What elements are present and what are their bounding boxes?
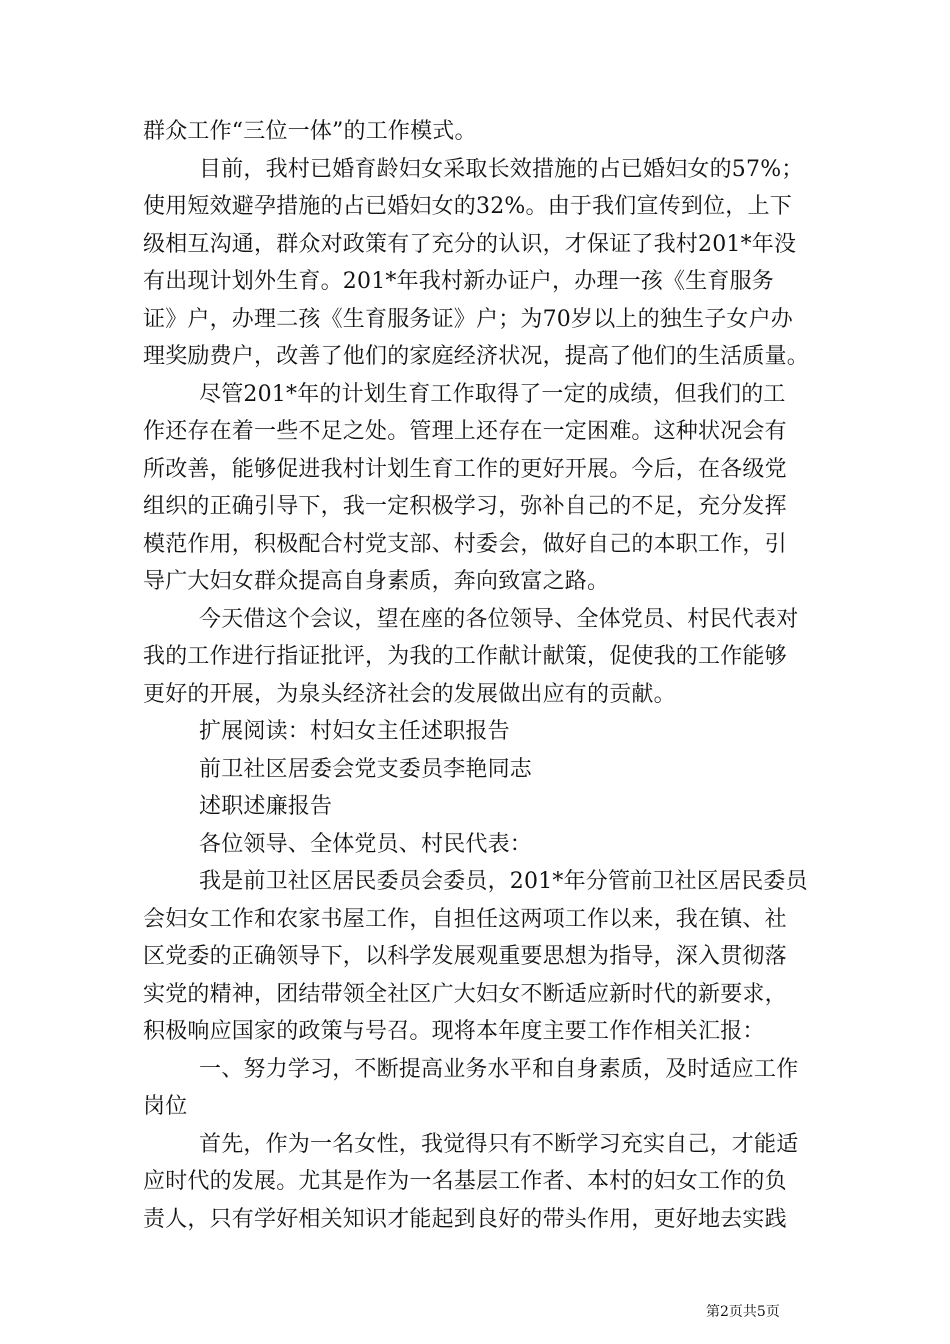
page-number: 第2页共5页 — [706, 1304, 780, 1320]
text-line: 作还存在着一些不足之处。管理上还存在一定困难。这种状况会有 — [143, 419, 787, 444]
document-body — [143, 113, 810, 1238]
text-line: 扩展阅读：村妇女主任述职报告 — [199, 719, 510, 744]
text-line: 积极响应国家的政策与号召。现将本年度主要工作作相关汇报： — [143, 1019, 765, 1044]
text-line: 理奖励费户，改善了他们的家庭经济状况，提高了他们的生活质量。 — [143, 344, 810, 369]
text-line: 所改善，能够促进我村计划生育工作的更好开展。今后，在各级党 — [143, 456, 787, 482]
text-line: 责人，只有学好相关知识才能起到良好的带头作用，更好地去实践 — [143, 1206, 787, 1232]
text-line: 我是前卫社区居民委员会委员，201*年分管前卫社区居民委员 — [199, 869, 808, 894]
text-line: 实党的精神，团结带领全社区广大妇女不断适应新时代的新要求， — [143, 981, 787, 1007]
text-line: 区党委的正确领导下，以科学发展观重要思想为指导，深入贯彻落 — [143, 944, 787, 969]
text-line: 一、努力学习，不断提高业务水平和自身素质，及时适应工作 — [199, 1056, 799, 1082]
text-line: 级相互沟通，群众对政策有了充分的认识，才保证了我村201*年没 — [143, 231, 797, 257]
text-line: 目前，我村已婚育龄妇女采取长效措施的占已婚妇女的57%； — [199, 156, 804, 182]
text-line: 群众工作“三位一体”的工作模式。 — [143, 119, 477, 144]
text-line: 首先，作为一名女性，我觉得只有不断学习充实自己，才能适 — [199, 1131, 799, 1157]
text-line: 更好的开展，为泉头经济社会的发展做出应有的贡献。 — [143, 681, 676, 707]
text-line: 会妇女工作和农家书屋工作，自担任这两项工作以来，我在镇、社 — [143, 906, 787, 932]
text-line: 模范作用，积极配合村党支部、村委会，做好自己的本职工作，引 — [143, 531, 787, 557]
text-line: 述职述廉报告 — [199, 794, 333, 819]
text-line: 我的工作进行指证批评，为我的工作献计献策，促使我的工作能够 — [143, 644, 787, 669]
text-line: 岗位 — [143, 1094, 188, 1119]
text-line: 有出现计划外生育。201*年我村新办证户，办理一孩《生育服务 — [143, 269, 774, 294]
text-line: 尽管201*年的计划生育工作取得了一定的成绩，但我们的工 — [199, 381, 786, 407]
text-line: 证》户，办理二孩《生育服务证》户；为70岁以上的独生子女户办 — [143, 306, 793, 332]
text-line: 应时代的发展。尤其是作为一名基层工作者、本村的妇女工作的负 — [143, 1169, 787, 1194]
text-line: 今天借这个会议，望在座的各位领导、全体党员、村民代表对 — [199, 606, 799, 632]
text-line: 导广大妇女群众提高自身素质，奔向致富之路。 — [143, 569, 610, 594]
text-line: 使用短效避孕措施的占已婚妇女的32%。由于我们宣传到位，上下 — [143, 194, 792, 219]
text-line: 各位领导、全体党员、村民代表： — [199, 831, 533, 857]
text-line: 前卫社区居委会党支委员李艳同志 — [199, 756, 533, 782]
text-line: 组织的正确引导下，我一定积极学习，弥补自己的不足，充分发挥 — [143, 494, 787, 519]
